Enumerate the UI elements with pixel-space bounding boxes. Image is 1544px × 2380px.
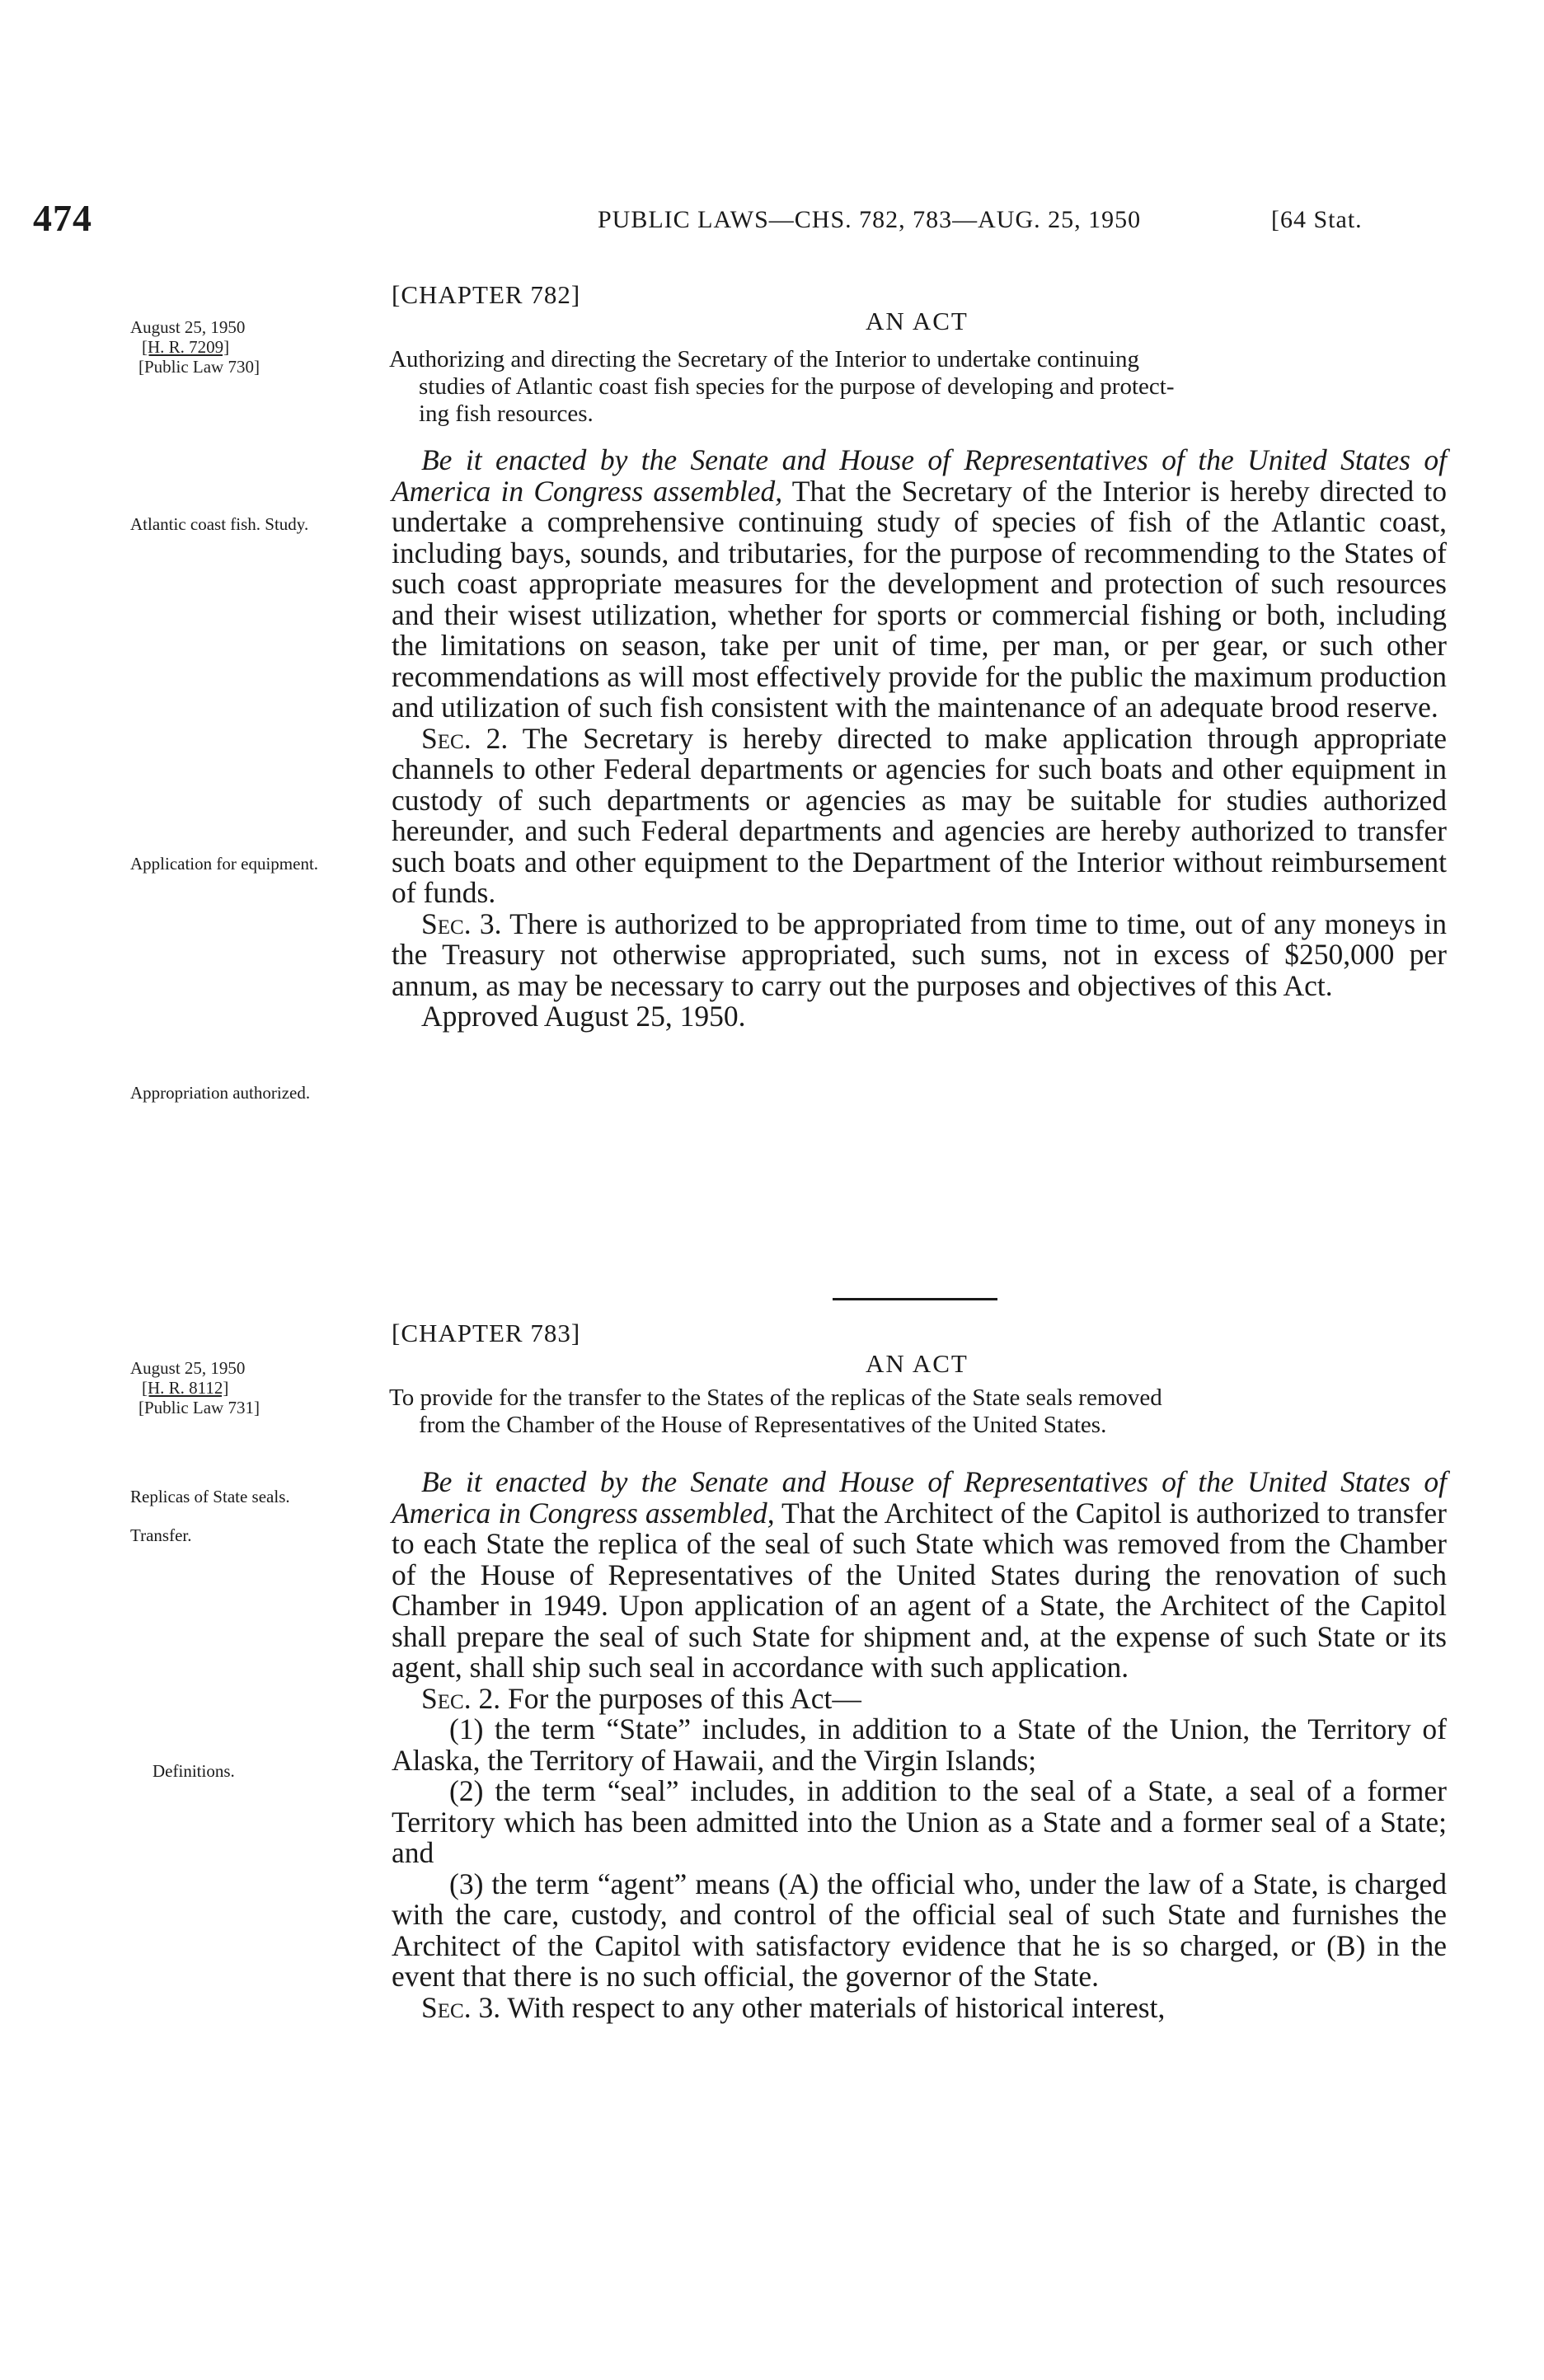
section-text: The Secretary is hereby directed to make application through appropriate channels to other Federal departments or agencies for such boats and other equipment in custody of such departments or agencies as may be suitable for studies authorized hereunder, and such Federal departments and agencies are hereby authorized to transfer such boats and other equipment to the Department of the Interior without reimbursement of funds. xyxy=(392,721,1447,909)
chapter-782-purpose-line: Authorizing and directing the Secretary of the Interior to undertake continuing xyxy=(389,346,1139,372)
sidenote-transfer: Transfer. xyxy=(130,1525,192,1545)
enacting-clause: Be it enacted by the Senate and House of Representatives of the United States of America in Congress assembled, xyxy=(392,1465,1447,1530)
chapter-783-act-title: AN ACT xyxy=(866,1349,969,1378)
chapter-782-purpose-line: studies of Atlantic coast fish species for the purpose of developing and protect- xyxy=(419,373,1175,400)
chapter-782-act-title: AN ACT xyxy=(866,307,969,335)
sidenote-atlantic-coast-fish: Atlantic coast fish. Study. xyxy=(130,514,309,534)
sidenote-definitions: Definitions. xyxy=(153,1761,235,1781)
chapter-783-purpose-line: To provide for the transfer to the States of the replicas of the State seals removed xyxy=(389,1384,1162,1411)
section-label: Sec. 3. xyxy=(421,907,502,940)
chapter-782-public-law: [Public Law 730] xyxy=(138,357,260,377)
page-number: 474 xyxy=(33,197,92,239)
definition-item: (3) the term “agent” means (A) the official who, under the law of a State, is charged with the care, custody, and control of the official seal of such State and furnishes the Architect of the Capitol with satisfactory evidence that he is so charged, or (B) in the event that there is no such official, the governor of the State. xyxy=(392,1867,1447,1993)
section-text: There is authorized to be appropriated from time to time, out of any moneys in the Treasury not otherwise appropriated, such sums, not in excess of $250,000 per annum, as may be necessary to carry out the purposes and objectives of this Act. xyxy=(392,907,1447,1002)
chapter-782-bill-number: [H. R. 7209] xyxy=(142,337,230,357)
chapter-782-section-3 xyxy=(392,909,1447,1002)
section-text: That the Secretary of the Interior is hereby directed to undertake a comprehensive continuing study of species of fish of the Atlantic coast, including bays, sounds, and tributaries, for the purpose of recommending to the States of such coast appropriate measures for the development and protection of such resources and their wisest utilization, whether for sports or commercial fishing or both, including the limitations on season, take per unit of time, per man, or per gear, or such other recommendations as will most effectively provide for the public the maximum production and utilization of such fish consistent with the maintenance of an adequate brood reserve. xyxy=(392,474,1447,724)
approval-date: Approved August 25, 1950. xyxy=(421,1000,746,1033)
page-header xyxy=(0,196,1544,246)
definition-item: (1) the term “State” includes, in addition to a State of the Union, the Territory of Alaska, the Territory of Hawaii, and the Virgin Islands; xyxy=(392,1712,1447,1777)
chapter-783-section-1 xyxy=(392,1467,1447,1684)
sidenote-replicas-of-state-seals: Replicas of State seals. xyxy=(130,1487,290,1506)
definition-item: (2) the term “seal” includes, in addition to the seal of a State, a seal of a former Territory which has been admitted into the Union as a State and a former seal of a State; and xyxy=(392,1774,1447,1869)
chapter-782-approved xyxy=(392,1001,1447,1033)
chapter-782-section-2 xyxy=(392,721,1447,909)
chapter-782-purpose xyxy=(389,346,1461,428)
section-label: Sec. 2. xyxy=(421,721,509,755)
chapter-783-purpose xyxy=(389,1384,1461,1439)
section-text: For the purposes of this Act— xyxy=(507,1681,861,1715)
chapter-783-purpose-line: from the Chamber of the House of Representatives of the United States. xyxy=(419,1412,1107,1438)
chapter-783-heading: [CHAPTER 783] xyxy=(392,1319,581,1347)
sidenote-appropriation-authorized: Appropriation authorized. xyxy=(130,1083,311,1103)
chapter-783-public-law: [Public Law 731] xyxy=(138,1398,260,1417)
enacting-clause: Be it enacted by the Senate and House of Representatives of the United States of America in Congress assembled, xyxy=(392,443,1447,508)
chapter-783-margin-citation xyxy=(130,1358,378,1417)
chapter-782-purpose-line: ing fish resources. xyxy=(419,401,594,427)
statute-reference: [64 Stat. xyxy=(1271,206,1363,233)
section-text: That the Architect of the Capitol is authorized to transfer to each State the replica of the seal of such State which was removed from the Chamber of the House of Representatives of the United States during the renovation of such Chamber in 1949. Upon application of an agent of a State, the Architect of the Capitol shall prepare the seal of such State for shipment and, at the expense of such State or its agent, shall ship such seal in accordance with such application. xyxy=(392,1496,1447,1684)
chapter-782-margin-citation xyxy=(130,317,378,377)
chapter-783-body xyxy=(392,1467,1447,2023)
chapter-782-date: August 25, 1950 xyxy=(130,317,246,337)
chapter-782-section-1 xyxy=(392,445,1447,724)
section-label: Sec. 2. xyxy=(421,1681,501,1715)
chapter-783-bill-number: [H. R. 8112] xyxy=(142,1378,229,1398)
chapter-783-section-2 xyxy=(392,1681,1447,1715)
sidenote-application-for-equipment: Application for equipment. xyxy=(130,854,319,874)
section-label: Sec. 3. xyxy=(421,1990,501,2024)
chapter-divider-rule xyxy=(833,1298,997,1300)
chapter-782-heading: [CHAPTER 782] xyxy=(392,280,581,309)
chapter-783-section-3 xyxy=(392,1990,1447,2024)
chapter-782-body xyxy=(392,445,1447,1033)
section-text: With respect to any other materials of historical interest, xyxy=(507,1990,1166,2024)
running-head: PUBLIC LAWS—CHS. 782, 783—AUG. 25, 1950 xyxy=(598,206,1142,233)
chapter-783-date: August 25, 1950 xyxy=(130,1358,246,1378)
